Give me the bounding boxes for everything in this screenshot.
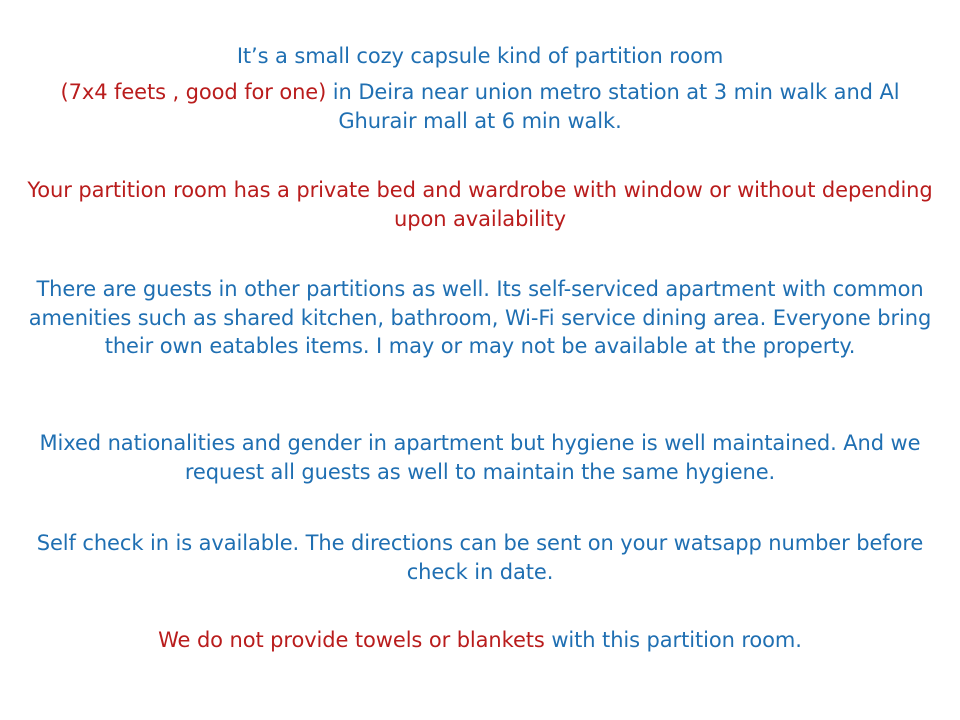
check-in-line: Self check in is available. The directions can be sent on your watsapp number before check in date. [36,531,924,584]
hygiene-line: Mixed nationalities and gender in apartment but hygiene is well maintained. And we request all guests as well to maintain the same hygiene. [39,431,921,484]
intro-text [20,42,940,71]
guests-amenities-text [20,275,940,361]
hygiene-text [20,429,940,486]
towels-notice-text [20,626,940,655]
towels-warning: We do not provide towels or blankets [158,628,545,652]
towels-context: with this partition room. [544,628,802,652]
size-location-text [20,78,940,135]
guests-amenities-line: There are guests in other partitions as well. Its self-serviced apartment with common amenities such as shared kitchen, bathroom, Wi-Fi service dining area. Everyone bring their own eatables items. I may or may not be available at the property. [28,277,932,358]
intro-line: It’s a small cozy capsule kind of partition room [236,44,724,68]
check-in-text [20,529,940,586]
private-bed-line: Your partition room has a private bed and wardrobe with window or without depending upon availability [27,178,933,231]
private-bed-text [20,176,940,233]
size-note: (7x4 feets , good for one) [60,80,327,104]
location-note: in Deira near union metro station at 3 min walk and Al Ghurair mall at 6 min walk. [326,80,900,133]
